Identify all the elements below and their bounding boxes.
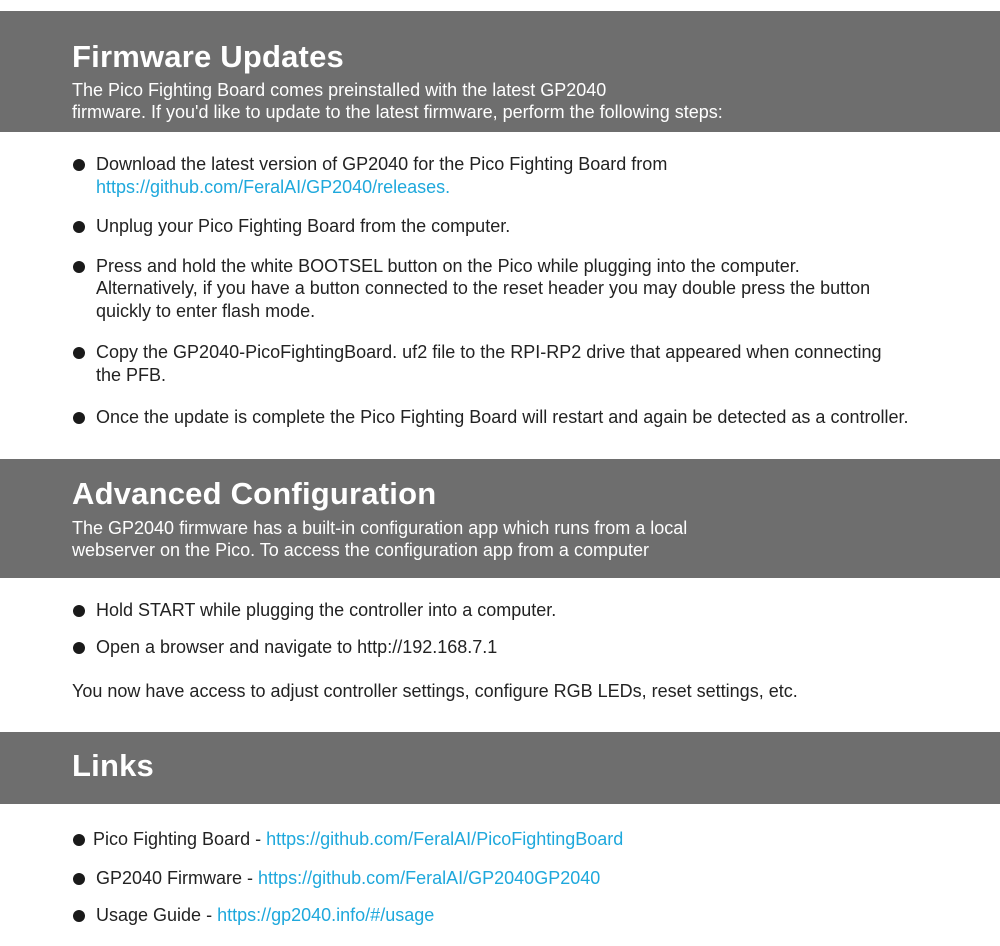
list-item: [72, 153, 972, 198]
list-item: [72, 255, 972, 323]
step-text: Once the update is complete the Pico Fighting Board will restart and again be detected as a controller.: [96, 407, 909, 427]
step-text: Hold START while plugging the controller into a computer.: [96, 600, 557, 620]
config-footer: You now have access to adjust controller settings, configure RGB LEDs, reset settings, etc.: [72, 681, 798, 701]
config-steps: [72, 599, 972, 702]
step-text: Alternatively, if you have a button connected to the reset header you may double press the button: [96, 278, 871, 298]
list-item: [72, 904, 972, 927]
list-item: [72, 828, 972, 851]
link-label: Pico Fighting Board -: [93, 829, 267, 849]
firmware-title: Firmware Updates: [72, 39, 344, 74]
usage-guide-link[interactable]: https://gp2040.info/#/usage: [217, 905, 435, 925]
link-label: GP2040 Firmware -: [96, 867, 259, 888]
firmware-steps: [72, 153, 972, 429]
pico-fighting-board-link[interactable]: https://github.com/FeralAI/PicoFightingBoard: [266, 829, 624, 849]
config-intro-line1: The GP2040 firmware has a built-in configuration app which runs from a local: [72, 518, 688, 538]
step-text: Unplug your Pico Fighting Board from the computer.: [96, 216, 511, 236]
links-list: [72, 828, 972, 927]
links-title: Links: [72, 748, 154, 783]
links-header: [0, 732, 1000, 804]
config-intro-line2: webserver on the Pico. To access the configuration app from a computer: [72, 540, 649, 560]
firmware-intro-line1: The Pico Fighting Board comes preinstalled with the latest GP2040: [72, 80, 607, 100]
list-item: [72, 599, 972, 622]
list-item: [72, 867, 972, 890]
list-item: [72, 341, 972, 386]
step-text: the PFB.: [96, 364, 167, 385]
list-item: [72, 215, 972, 238]
list-item: [72, 406, 972, 429]
step-text: Press and hold the white BOOTSEL button on the Pico while plugging into the computer.: [96, 255, 800, 276]
firmware-intro-line2: firmware. If you'd like to update to the latest firmware, perform the following steps:: [72, 102, 723, 122]
link-label: Usage Guide -: [96, 905, 218, 925]
gp2040-firmware-link[interactable]: https://github.com/FeralAI/GP2040GP2040: [258, 867, 601, 888]
releases-link[interactable]: https://github.com/FeralAI/GP2040/releases.: [96, 176, 451, 197]
step-text: Download the latest version of GP2040 for the Pico Fighting Board from: [96, 154, 668, 174]
config-header: [0, 459, 1000, 578]
step-text: Copy the GP2040-PicoFightingBoard. uf2 file to the RPI-RP2 drive that appeared when connecting: [96, 342, 882, 362]
step-text: Open a browser and navigate to http://192.168.7.1: [96, 636, 498, 657]
step-text: quickly to enter flash mode.: [96, 300, 316, 321]
list-item: [72, 636, 972, 659]
config-title: Advanced Configuration: [72, 476, 437, 511]
firmware-header: [0, 11, 1000, 132]
